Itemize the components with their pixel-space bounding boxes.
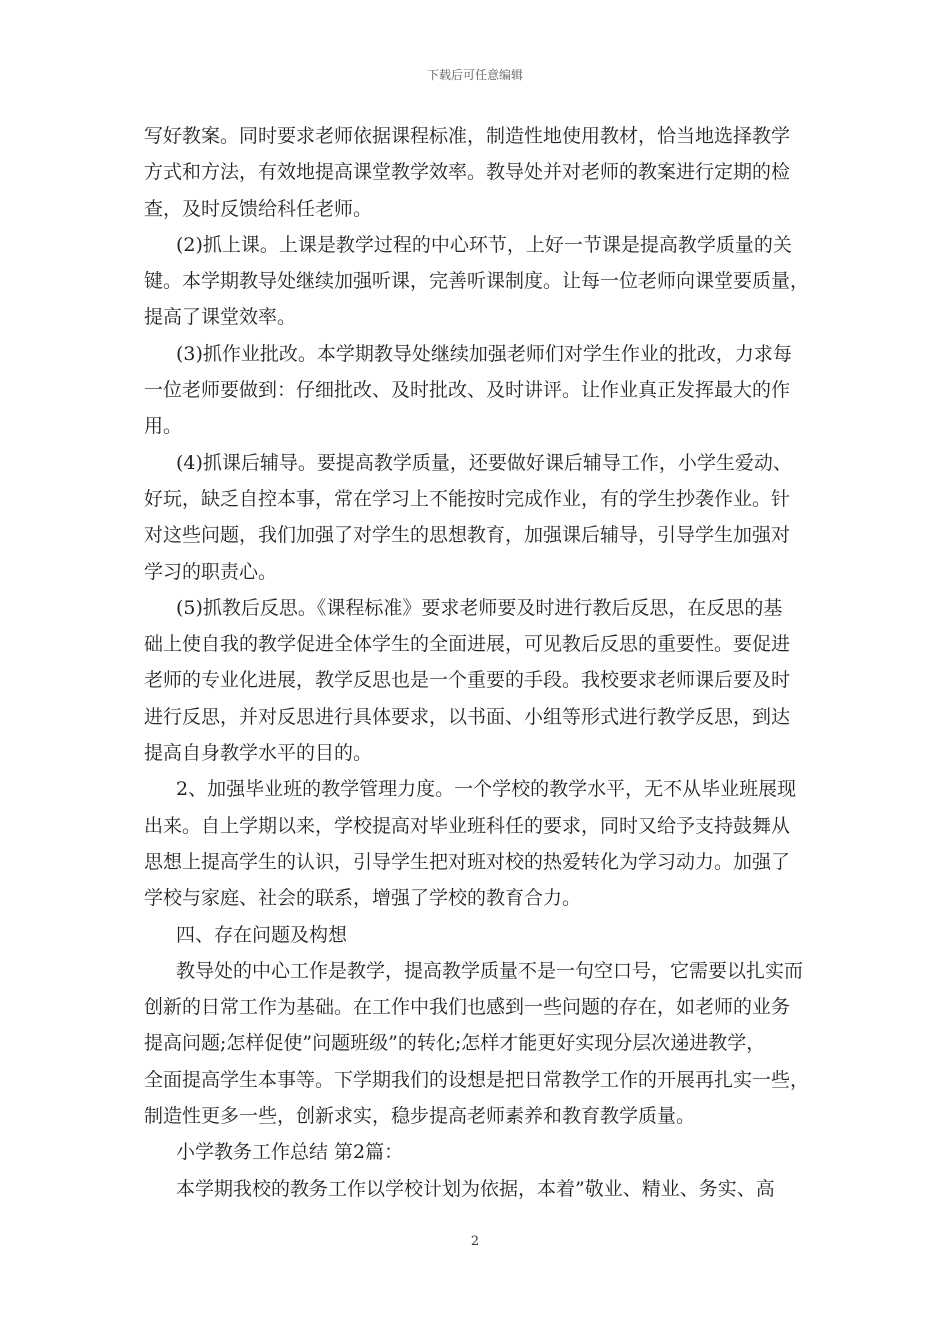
text-line: 提高问题;怎样促使”问题班级”的转化;怎样才能更好实现分层次递进教学， [144, 1032, 766, 1055]
text-line: 提高了课堂效率。 [144, 306, 297, 329]
text-line: 写好教案。同时要求老师依据课程标准，制造性地使用教材，恰当地选择教学 [144, 125, 791, 147]
page-header: 下载后可任意编辑 [426, 68, 523, 82]
text-line: 方式和方法，有效地提高课堂教学效率。教导处并对老师的教案进行定期的检 [144, 161, 791, 184]
text-line: (5)抓教后反思。《课程标准》要求老师要及时进行教后反思，在反思的基 [176, 596, 783, 619]
text-line: 思想上提高学生的认识，引导学生把对班对校的热爱转化为学习动力。加强了 [144, 850, 791, 873]
text-line: 创新的日常工作为基础。在工作中我们也感到一些问题的存在，如老师的业务 [144, 996, 791, 1019]
text-line: 老师的专业化进展，教学反思也是一个重要的手段。我校要求老师课后要及时 [144, 669, 791, 692]
text-line: 础上使自我的教学促进全体学生的全面进展，可见教后反思的重要性。要促进 [144, 633, 791, 656]
text-line: 键。本学期教导处继续加强听课，完善听课制度。让每一位老师向课堂要质量， [144, 270, 810, 293]
text-line: 学习的职责心。 [144, 560, 278, 583]
text-line: (3)抓作业批改。本学期教导处继续加强老师们对学生作业的批改，力求每 [176, 342, 792, 365]
text-line: 四、存在问题及构想 [176, 923, 348, 946]
text-line: (4)抓课后辅导。要提高教学质量，还要做好课后辅导工作，小学生爱动、 [176, 451, 792, 474]
text-line: 好玩，缺乏自控本事，常在学习上不能按时完成作业，有的学生抄袭作业。针 [144, 487, 791, 510]
text-line: 进行反思，并对反思进行具体要求，以书面、小组等形式进行教学反思，到达 [144, 705, 791, 728]
text-line: 出来。自上学期以来，学校提高对毕业班科任的要求，同时又给予支持鼓舞从 [144, 814, 791, 837]
body-text [144, 118, 816, 1207]
text-line: 对这些问题，我们加强了对学生的思想教育，加强课后辅导，引导学生加强对 [144, 524, 791, 547]
text-line: 提高自身教学水平的目的。 [144, 742, 373, 765]
text-line: 2、加强毕业班的教学管理力度。一个学校的教学水平，无不从毕业班展现 [176, 778, 797, 801]
page-number: 2 [470, 1234, 480, 1249]
text-line: 查，及时反馈给科任老师。 [144, 197, 373, 220]
text-line: 教导处的中心工作是教学，提高教学质量不是一句空口号，它需要以扎实而 [176, 959, 804, 982]
text-line: 一位老师要做到：仔细批改、及时批改、及时讲评。让作业真正发挥最大的作 [144, 379, 791, 402]
text-line: 制造性更多一些，创新求实，稳步提高老师素养和教育教学质量。 [144, 1105, 696, 1128]
text-line: 学校与家庭、社会的联系，增强了学校的教育合力。 [144, 887, 582, 910]
text-line: 本学期我校的教务工作以学校计划为依据，本着”敬业、精业、务实、高 [176, 1177, 775, 1200]
text-line: (2)抓上课。上课是教学过程的中心环节，上好一节课是提高教学质量的关 [176, 233, 792, 256]
text-line: 小学教务工作总结 第2篇： [176, 1141, 404, 1164]
text-line: 用。 [144, 415, 183, 438]
text-line: 全面提高学生本事等。下学期我们的设想是把日常教学工作的开展再扎实一些， [144, 1068, 810, 1091]
